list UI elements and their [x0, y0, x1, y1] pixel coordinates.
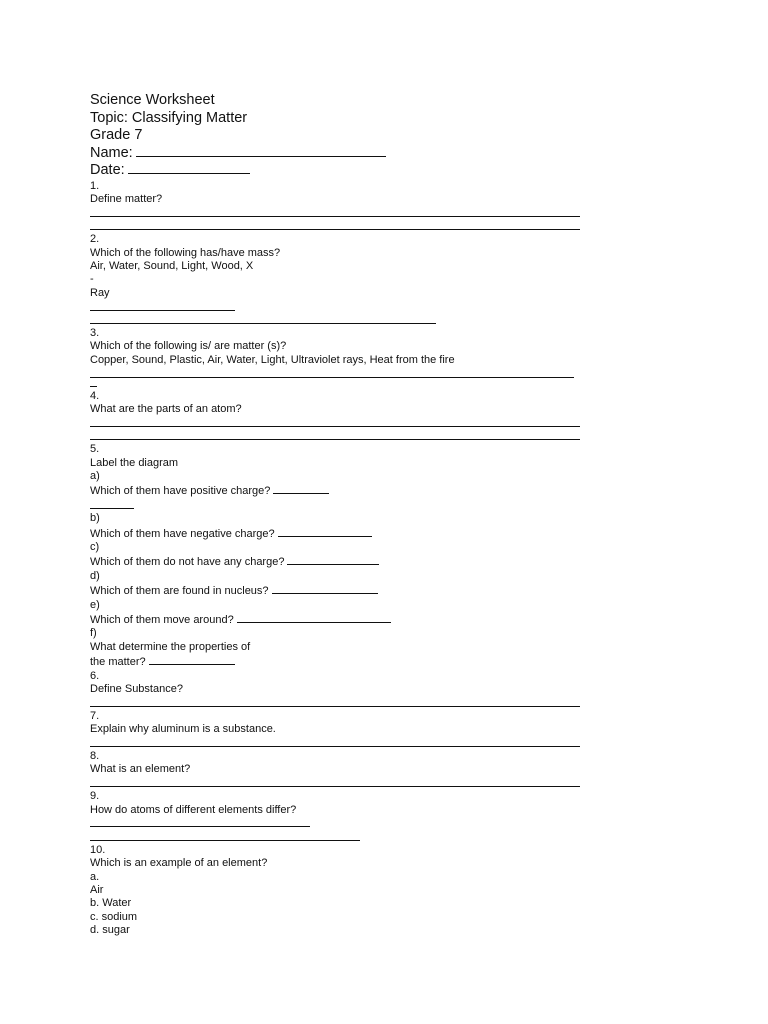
- q5-f-blank[interactable]: [149, 654, 235, 665]
- q10-option-c[interactable]: c. sodium: [90, 910, 138, 923]
- q3-answer-line-2[interactable]: [90, 381, 590, 390]
- q5-a-row: [90, 483, 590, 498]
- date-field[interactable]: [128, 163, 250, 174]
- q4-text: What are the parts of an atom?: [90, 402, 242, 415]
- q5-a-blank-cont[interactable]: [90, 499, 590, 512]
- q3-answer-line-1[interactable]: [90, 367, 590, 380]
- q9-answer-line-1[interactable]: [90, 817, 590, 830]
- name-field[interactable]: [136, 146, 386, 157]
- name-row: [90, 145, 590, 163]
- q2-ray: Ray: [90, 286, 110, 299]
- q5-e-text: Which of them move around?: [90, 613, 234, 626]
- q10-text: Which is an example of an element?: [90, 857, 268, 870]
- q3-items: Copper, Sound, Plastic, Air, Water, Light, Ultraviolet rays, Heat from the fire: [90, 353, 455, 366]
- q5-d-text: Which of them are found in nucleus?: [90, 585, 269, 598]
- q5-b-label: b): [90, 512, 100, 525]
- q5-e-row: [90, 612, 590, 627]
- q5-f-row: [90, 654, 590, 669]
- q8-number: 8.: [90, 750, 100, 762]
- q1-text: Define matter?: [90, 192, 163, 205]
- q7-text: Explain why aluminum is a substance.: [90, 723, 276, 736]
- worksheet-topic: Topic: Classifying Matter: [90, 109, 248, 126]
- date-label: Date:: [90, 162, 125, 178]
- q1-number: 1.: [90, 179, 100, 192]
- q2-number: 2.: [90, 233, 100, 246]
- q10-option-d[interactable]: d. sugar: [90, 924, 130, 937]
- q7-answer-line[interactable]: [90, 737, 590, 750]
- q5-f-text-1: What determine the properties of: [90, 640, 251, 653]
- q5-d-blank[interactable]: [272, 583, 378, 594]
- q1-answer-line-1[interactable]: [90, 206, 590, 219]
- q5-b-text: Which of them have negative charge?: [90, 527, 275, 540]
- q6-answer-line[interactable]: [90, 696, 590, 709]
- q5-f-text-2: the matter?: [90, 656, 146, 669]
- q1-answer-line-2[interactable]: [90, 220, 590, 233]
- q5-c-label: c): [90, 540, 100, 553]
- q5-c-text: Which of them do not have any charge?: [90, 556, 285, 569]
- q4-answer-line-1[interactable]: [90, 416, 590, 429]
- q7-number: 7.: [90, 709, 100, 722]
- q3-text: Which of the following is/ are matter (s)?: [90, 340, 287, 353]
- q2-items: Air, Water, Sound, Light, Wood, X: [90, 259, 254, 272]
- q6-number: 6.: [90, 669, 100, 682]
- q6-text: Define Substance?: [90, 683, 183, 695]
- worksheet: [90, 92, 590, 938]
- q5-b-row: [90, 526, 590, 541]
- q10-option-a-label: a.: [90, 870, 100, 883]
- q5-b-blank[interactable]: [278, 526, 372, 537]
- name-label: Name:: [90, 144, 133, 161]
- q5-a-text: Which of them have positive charge?: [90, 485, 271, 498]
- q2-answer-line-1[interactable]: [90, 300, 590, 313]
- q10-option-a[interactable]: Air: [90, 884, 104, 897]
- q5-d-label: d): [90, 569, 100, 582]
- q2-answer-line-2[interactable]: [90, 314, 590, 327]
- q10-option-b[interactable]: b. Water: [90, 897, 132, 910]
- q4-answer-line-2[interactable]: [90, 430, 590, 443]
- q5-c-row: [90, 554, 590, 569]
- worksheet-title: Science Worksheet: [90, 92, 215, 108]
- q9-text: How do atoms of different elements differ?: [90, 803, 297, 816]
- q5-a-blank[interactable]: [273, 483, 329, 494]
- q2-text: Which of the following has/have mass?: [90, 246, 281, 259]
- q10-number: 10.: [90, 843, 106, 856]
- q2-dash: -: [90, 273, 94, 286]
- q5-d-row: [90, 583, 590, 598]
- worksheet-grade: Grade 7: [90, 127, 143, 143]
- q5-e-blank[interactable]: [237, 612, 391, 623]
- q5-number: 5.: [90, 443, 100, 456]
- q5-text: Label the diagram: [90, 456, 179, 469]
- q9-number: 9.: [90, 790, 100, 803]
- q8-text: What is an element?: [90, 763, 191, 776]
- q5-e-label: e): [90, 598, 100, 611]
- q5-f-label: f): [90, 627, 97, 640]
- date-row: [90, 162, 590, 180]
- q5-a-label: a): [90, 469, 100, 482]
- q3-number: 3.: [90, 326, 100, 339]
- q5-c-blank[interactable]: [287, 554, 379, 565]
- q4-number: 4.: [90, 389, 100, 402]
- q8-answer-line[interactable]: [90, 777, 590, 790]
- q9-answer-line-2[interactable]: [90, 830, 590, 843]
